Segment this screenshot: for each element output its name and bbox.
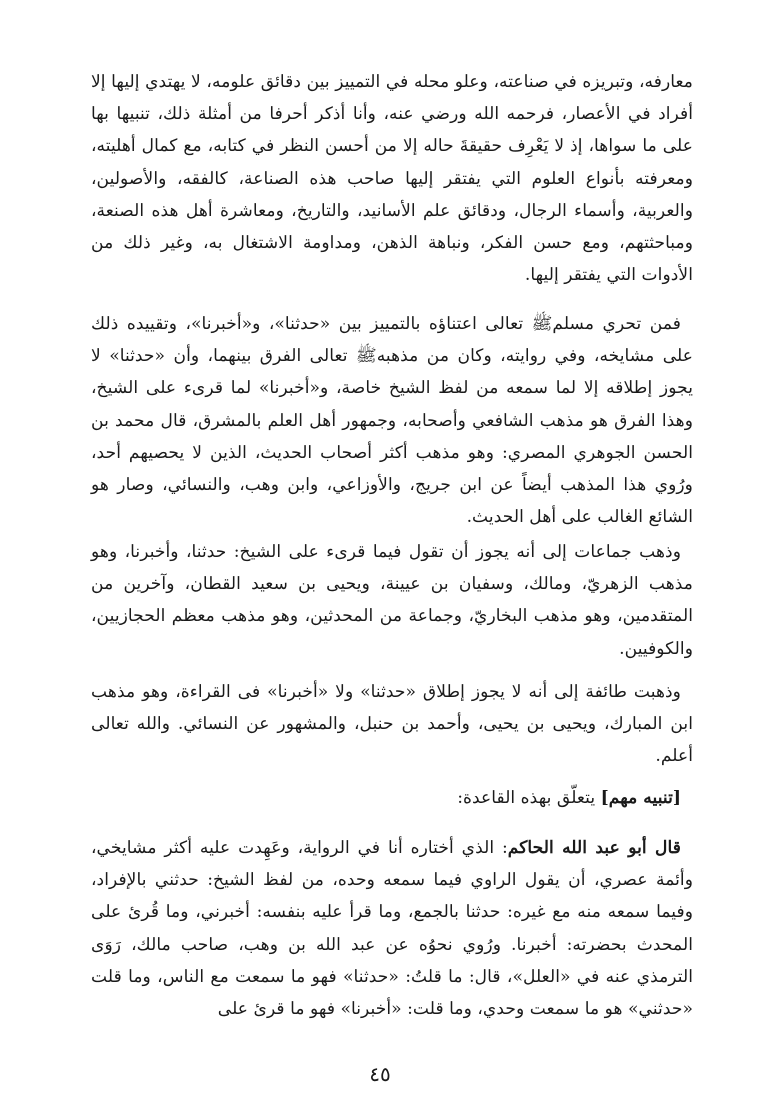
paragraph-1 — [91, 66, 693, 291]
quote-speaker: قال أبو عبد الله الحاكم — [507, 838, 681, 858]
note-heading — [91, 782, 693, 814]
paragraph-4-text: وذهبت طائفة إلى أنه لا يجوز إطلاق «حدثنا» ولا «أخبرنا» فى القراءة، وهو مذهب ابن المبارك، ويحيى بن يحيى، وأحمد بن حنبل، والمشهور عن النسائي. والله تعالى أعلم. — [91, 682, 693, 767]
note-heading-text: يتعلّق بهذه القاعدة: — [457, 788, 601, 808]
paragraph-3-text: وذهب جماعات إلى أنه يجوز أن تقول فيما قرىء على الشيخ: حدثنا، وأخبرنا، وهو مذهب الزهريّ، ومالك، وسفيان بن عيينة، ويحيى بن سعيد القطان، وآخرين من المتقدمين، وهو مذهب البخاريّ، وجماعة من المحدثين، وهو مذهب معظم الحجازيين، والكوفيين. — [91, 542, 693, 659]
paragraph-2-text: فمن تحري مسلمﷺ تعالى اعتناؤه بالتمييز بين «حدثنا»، و«أخبرنا»، وتقييده ذلك على مشايخه، وفي روايته، وكان من مذهبهﷺ تعالى الفرق بينهما، وأن «حدثنا» لا يجوز إطلاقه إلا لما سمعه من لفظ الشيخ خاصة، و«أخبرنا» لما قرىء على الشيخ، وهذا الفرق هو مذهب الشافعي وأصحابه، وجمهور أهل العلم بالمشرق، قال محمد بن الحسن الجوهري المصري: وهو مذهب أكثر أصحاب الحديث، الذين لا يحصيهم أحد، ورُوي هذا المذهب أيضاً عن ابن جريج، والأوزاعي، وابن وهب، والنسائي، وصار هو الشائع الغالب على أهل الحديث. — [91, 314, 693, 528]
paragraph-3 — [91, 536, 693, 665]
paragraph-6 — [91, 832, 693, 1025]
paragraph-2 — [91, 308, 693, 533]
page-number: ٤٥ — [369, 1062, 391, 1086]
paragraph-4 — [91, 676, 693, 773]
paragraph-1-text: معارفه، وتبريزه في صناعته، وعلو محله في التمييز بين دقائق علومه، لا يهتدي إليها إلا أفراد في الأعصار، فرحمه الله ورضي عنه، وأنا أذكر أحرفا من أمثلة ذلك، تنبيها بها على ما سواها، إذ لا يَعْرِف حقيقةَ حاله إلا من أحسن النظر في كتابه، مع كمال أهليته، ومعرفته بأنواع العلوم التي يفتقر إليها صاحب هذه الصناعة، كالفقه، والأصولين، والعربية، وأسماء الرجال، ودقائق علم الأسانيد، والتاريخ، ومعاشرة أهل هذه الصنعة، ومباحثتهم، ومع حسن الفكر، ونباهة الذهن، ومداومة الاشتغال به، وغير ذلك من الأدوات التي يفتقر إليها. — [91, 72, 693, 286]
note-heading-label: [تنبيه مهم] — [600, 788, 681, 808]
paragraph-6-text: : الذي أختاره أنا في الرواية، وعَهِدت عليه أكثر مشايخي، وأئمة عصري، أن يقول الراوي فيما سمعه وحده، من لفظ الشيخ: حدثني بالإفراد، وفيما سمعه منه مع غيره: حدثنا بالجمع، وما قرأ عليه بنفسه: أخبرني، وما قُرئ على المحدث بحضرته: أخبرنا. ورُوي نحوُه عن عبد الله بن وهب، صاحب مالك، رَوَى الترمذي عنه في «العلل»، قال: ما قلتُ: «حدثنا» فهو ما سمعت مع الناس، وما قلت «حدثني» هو ما سمعت وحدي، وما قلت: «أخبرنا» فهو ما قرئ على — [91, 838, 693, 1020]
